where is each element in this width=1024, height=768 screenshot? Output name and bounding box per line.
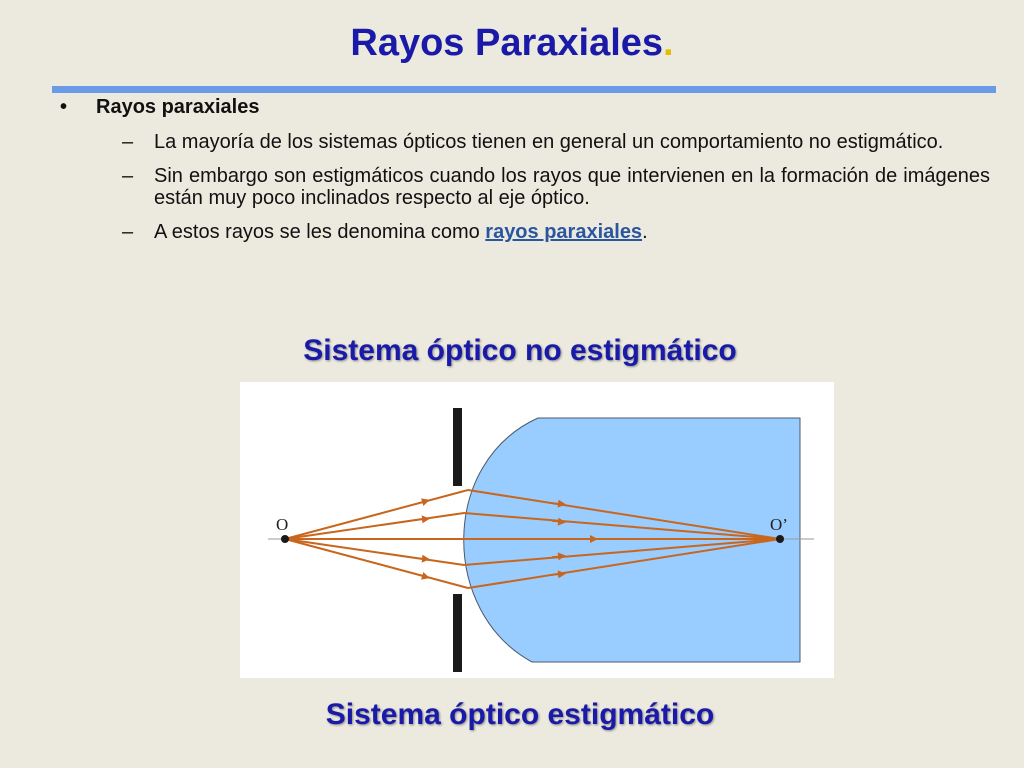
caption-stigmatic: Sistema óptico estigmático (325, 698, 715, 731)
optical-diagram (240, 382, 834, 678)
arrow-icon (552, 503, 562, 504)
aperture-stop-top (453, 408, 462, 486)
arrow-icon (416, 558, 426, 559)
image-label: O’ (770, 515, 788, 534)
bullet-list (60, 96, 990, 243)
sub-bullet-1-text: La mayoría de los sistemas ópticos tienen en general un comportamiento no estigmático. (154, 131, 944, 153)
dash-marker: – (122, 165, 134, 187)
sub-bullet-3-text: A estos rayos se les denomina como (154, 221, 486, 243)
image-point (776, 535, 784, 543)
arrow-icon (552, 556, 562, 557)
paraxial-rays-link[interactable]: rayos paraxiales (485, 221, 643, 243)
aperture-stop-bottom (453, 594, 462, 672)
sub-bullet-2 (60, 165, 990, 209)
arrow-icon (552, 574, 562, 575)
sub-bullet-3 (60, 221, 990, 243)
object-label: O (276, 515, 289, 534)
page-title (0, 22, 1024, 65)
title-text: Rayos Paraxiales (350, 22, 664, 64)
caption-non-stigmatic: Sistema óptico no estigmático (303, 334, 737, 367)
title-dot: . (663, 22, 674, 64)
dash-marker: – (122, 131, 134, 153)
sub-bullet-2-text: Sin embargo son estigmáticos cuando los rayos que intervienen en la formación de imágenes están muy poco inclinados respecto al eje óptico. (154, 165, 990, 209)
sub-bullet-1 (60, 131, 990, 153)
dash-marker: – (122, 221, 134, 243)
arrow-icon (552, 521, 562, 522)
sub-bullet-3-end: . (642, 221, 648, 243)
title-underline (52, 86, 996, 93)
object-point (281, 535, 289, 543)
main-bullet-text: Rayos paraxiales (96, 96, 260, 118)
main-bullet (60, 96, 990, 119)
arrow-icon (416, 519, 426, 520)
bullet-marker: • (60, 96, 68, 118)
